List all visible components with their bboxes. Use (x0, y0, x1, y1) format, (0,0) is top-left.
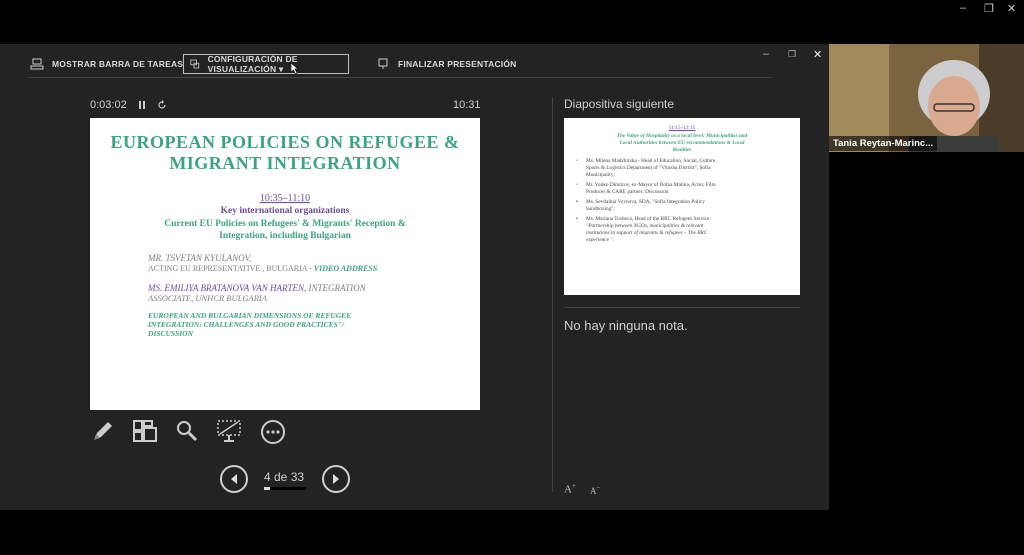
slide-title: EUROPEAN POLICIES ON REFUGEE & MIGRANT INTEGRATION (110, 132, 460, 173)
next-bullet2-a: Mr. Yonko Dimitrov, ex-Mayor of Dolna Malina, Actor, Film (586, 182, 716, 188)
next-slide-heading2: Local Authorities between EU recommendations & Local (619, 140, 745, 146)
speaker1-role: ACTING EU REPRESENTATIVE , BULGARIA - VIDEO ADDRESS (148, 264, 378, 273)
next-bullet1-a: Ms. Milena Madzhirska - Head of Education, Social, Culture, (586, 158, 717, 164)
show-taskbar-button[interactable] (30, 54, 183, 74)
next-bullet-dot: • (576, 199, 578, 205)
closing-line3: DISCUSSION (148, 329, 194, 338)
slide-progress-fill (264, 487, 270, 490)
next-bullet3-b: Sandboxing"; (586, 206, 615, 212)
pen-icon[interactable] (91, 419, 115, 443)
next-arrow-icon (324, 467, 348, 491)
black-screen-icon[interactable] (216, 419, 242, 443)
next-bullet-dot: • (576, 216, 578, 222)
slide-subtitle-line2: Integration, including Bulgarian (219, 231, 351, 241)
next-bullet-dot: • (576, 182, 578, 188)
see-all-slides-icon[interactable] (132, 419, 158, 443)
next-slide-time: 11:15–12:15 (668, 125, 696, 131)
notes-divider (564, 307, 800, 308)
speaker2-role: ASSOCIATE, UNHCR BULGARIA (148, 293, 267, 303)
slide-time: 10:35–11:10 (259, 193, 311, 204)
elapsed-timer: 0:03:02 (90, 99, 127, 111)
clock: 10:31 (453, 99, 481, 111)
end-show-button[interactable] (378, 54, 517, 74)
mouse-cursor-icon (291, 63, 299, 74)
end-show-label: FINALIZAR PRESENTACIÓN (398, 59, 517, 69)
minimize-icon[interactable]: – (960, 2, 967, 14)
show-taskbar-label: MOSTRAR BARRA DE TAREAS (52, 59, 184, 69)
slide-section: Key international organizations (220, 206, 350, 216)
next-bullet1-c: Municipality; (586, 172, 615, 178)
increase-font-icon[interactable]: A+ (564, 482, 576, 496)
closing-line1: EUROPEAN AND BULGARIAN DIMENSIONS OF REFUGEE (148, 311, 352, 320)
decrease-font-icon[interactable]: A− (590, 484, 601, 496)
next-slide-heading3: Realities (672, 147, 692, 153)
slide-progress-bar (264, 487, 306, 490)
previous-slide-button[interactable] (220, 465, 248, 493)
next-slide-heading1: The Value of Hospitality as a local level: Municipalities and (616, 133, 748, 139)
next-slide-button[interactable] (322, 465, 350, 493)
slide-subtitle-line1: Current EU Policies on Refugees' & Migrants' Reception & (164, 219, 406, 229)
more-options-icon[interactable] (260, 419, 286, 445)
speaker1-name: MR. TSVETAN KYULANOV, (148, 253, 252, 263)
window-controls (950, 0, 1024, 18)
display-settings-icon (190, 58, 200, 70)
next-bullet4-b: "Partnership between NGOs, municipalities & relevant (586, 223, 704, 229)
display-settings-label: CONFIGURACIÓN DE VISUALIZACIÓN ▾ (207, 53, 298, 74)
presenter-minimize-icon[interactable]: – (763, 48, 770, 60)
next-slide-label: Diapositiva siguiente (564, 97, 675, 111)
next-bullet1-b: Sports & Logistics Department of "Vitosha District", Sofia (586, 165, 711, 171)
next-bullet2-b: Producer & CARE partner; Discussion (586, 189, 669, 195)
current-slide (90, 118, 480, 410)
next-bullet4-d: experience ". (586, 237, 614, 243)
participant-video (829, 44, 1024, 152)
participant-name: Tania Reytan-Marinc... (829, 136, 937, 151)
previous-arrow-icon (222, 467, 246, 491)
display-settings-button[interactable] (183, 54, 349, 74)
next-bullet4-c: institutions in support of migrants & refugees – The BRC (586, 230, 708, 236)
restore-icon[interactable]: ❐ (984, 3, 994, 15)
reset-timer-icon[interactable] (157, 100, 167, 110)
pause-icon[interactable] (138, 100, 146, 110)
next-slide-preview[interactable] (564, 118, 800, 295)
presenter-close-icon[interactable]: ✕ (813, 49, 823, 61)
next-bullet3-a: Ms. Sevdalina Voynova, SDA, "Sofia Integration Policy (586, 199, 705, 205)
zoom-icon[interactable] (175, 419, 199, 443)
panel-divider (552, 97, 553, 492)
taskbar-icon (30, 58, 44, 70)
presenter-view (0, 44, 829, 510)
end-show-icon (378, 58, 390, 70)
presenter-restore-icon[interactable]: ❐ (788, 49, 797, 59)
notes-text[interactable]: No hay ninguna nota. (564, 318, 688, 333)
next-bullet-dot: • (576, 158, 578, 164)
next-bullet4-a: Ms. Mariana Tosheva, Head of the BRC Refugees Service: (586, 216, 711, 222)
toolbar-divider (28, 77, 772, 78)
slide-counter[interactable]: 4 de 33 (264, 470, 305, 484)
close-icon[interactable]: ✕ (1007, 3, 1017, 15)
speaker2-name: MS. EMILIYA BRATANOVA VAN HARTEN, INTEGRATION (148, 283, 366, 293)
closing-line2: INTEGRATION: CHALLENGES AND GOOD PRACTICES"/ (148, 320, 344, 329)
